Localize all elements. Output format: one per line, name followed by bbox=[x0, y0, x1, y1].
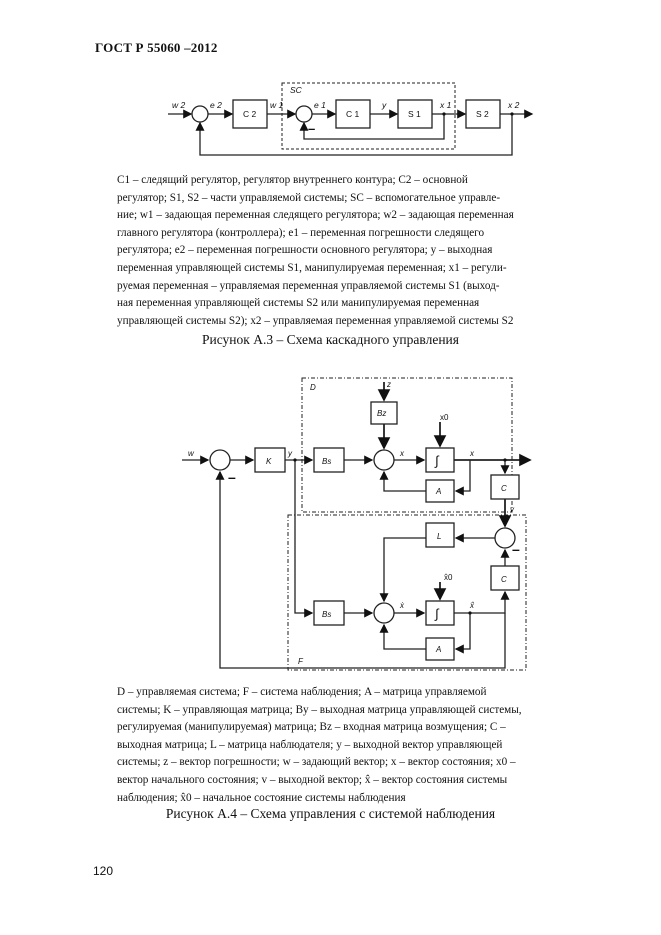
label-a-plant: A bbox=[436, 487, 442, 496]
label-s2: S 2 bbox=[476, 109, 489, 119]
label-y: y bbox=[288, 449, 292, 458]
summing-junction-e2 bbox=[192, 106, 208, 122]
label-c2: C 2 bbox=[243, 109, 257, 119]
legend-line: системы; z – вектор погрешности; w – задающий вектор; x – вектор состояния; x0 – bbox=[117, 756, 516, 769]
label-bz: Bz bbox=[377, 409, 387, 418]
legend-line: регулируемая (манипулируемая) матрица; Bz – входная матрица возмущения; C – bbox=[117, 721, 506, 734]
legend-line: регулятор; S1, S2 – части управляемой системы; SC – вспомогательное управле- bbox=[117, 191, 501, 204]
label-c-plant: C bbox=[501, 484, 507, 493]
label-integral-observer: ∫ bbox=[435, 606, 439, 621]
label-minus: – bbox=[308, 121, 316, 136]
figure-a4-diagram bbox=[0, 370, 661, 680]
label-w: w bbox=[188, 449, 194, 458]
figure-a4-title: Рисунок А.4 – Схема управления с системой наблюдения bbox=[165, 806, 496, 821]
label-x-out: x bbox=[470, 449, 474, 458]
label-a-observer: A bbox=[436, 645, 442, 654]
label-k: K bbox=[266, 457, 272, 466]
label-y: y bbox=[382, 100, 387, 110]
figure-a3-legend bbox=[117, 172, 591, 330]
label-xhat: x̂ bbox=[470, 601, 474, 610]
legend-line: управляющей системы S2); x2 – управляемая переменная управляемой системы S2 bbox=[117, 314, 514, 327]
label-z: z bbox=[387, 380, 391, 389]
legend-line: выходная матрица; L – матрица наблюдателя; y – выходной вектор управляющей bbox=[117, 738, 503, 751]
label-x0hat: x̂0 bbox=[444, 573, 453, 582]
legend-line: ная переменная управляющей системы S2 или манипулируемая переменная bbox=[117, 297, 480, 310]
label-xdothat: ẋ bbox=[400, 601, 404, 610]
legend-line: главного регулятора (контроллера); e1 – переменная погрешности следящего bbox=[117, 226, 485, 239]
label-c1: C 1 bbox=[346, 109, 360, 119]
legend-line: D – управляемая система; F – система наблюдения; A – матрица управляемой bbox=[117, 686, 487, 698]
label-w2: w 2 bbox=[172, 100, 186, 110]
figure-a3-diagram bbox=[0, 75, 661, 170]
label-bs: Bs bbox=[322, 457, 332, 466]
label-x2: x 2 bbox=[508, 100, 520, 110]
label-s1: S 1 bbox=[408, 109, 421, 119]
label-x1: x 1 bbox=[440, 100, 452, 110]
document-header: ГОСТ Р 55060 –2012 bbox=[95, 40, 218, 55]
legend-line: наблюдения; x̂0 – начальное состояние системы наблюдения bbox=[117, 791, 406, 804]
legend-line: регулятора; e2 – переменная погрешности основного регулятора; y – выходная bbox=[117, 244, 493, 257]
label-w1: w 1 bbox=[270, 100, 284, 110]
label-x0: x0 bbox=[440, 413, 449, 422]
summing-junction-input bbox=[210, 450, 230, 470]
block-integrator-plant bbox=[426, 448, 454, 472]
legend-line: системы; K – управляющая матрица; By – выходная матрица управляющей системы, bbox=[117, 703, 522, 716]
d-boundary bbox=[302, 378, 512, 512]
legend-line: C1 – следящий регулятор, регулятор внутреннего контура; C2 – основной bbox=[117, 174, 468, 186]
label-v: v bbox=[510, 505, 514, 514]
label-minus-input: – bbox=[228, 469, 236, 485]
page-number: 120 bbox=[93, 864, 114, 878]
label-e1: e 1 bbox=[314, 100, 326, 110]
legend-line: вектор начального состояния; v – выходной вектор; x̂ – вектор состояния системы bbox=[117, 773, 508, 786]
label-d: D bbox=[310, 383, 316, 392]
label-l: L bbox=[437, 532, 442, 541]
legend-line: руемая переменная – управляемая переменная управляемой системы S1 (выход- bbox=[117, 279, 500, 292]
label-e2: e 2 bbox=[210, 100, 222, 110]
label-c-observer: C bbox=[501, 575, 507, 584]
legend-line: переменная управляющей системы S1, манипулируемая переменная; x1 – регули- bbox=[117, 261, 507, 274]
summing-junction-e1 bbox=[296, 106, 312, 122]
figure-a3-title: Рисунок А.3 – Схема каскадного управления bbox=[202, 332, 459, 347]
summing-junction-plant bbox=[374, 450, 394, 470]
figure-a4-legend bbox=[117, 684, 591, 807]
label-minus-observer: – bbox=[512, 541, 520, 557]
label-sc: SC bbox=[290, 85, 302, 95]
summing-junction-observer bbox=[374, 603, 394, 623]
label-bv: Bs bbox=[322, 610, 332, 619]
legend-line: ние; w1 – задающая переменная следящего регулятора; w2 – задающая переменная bbox=[117, 209, 514, 222]
label-x-sum: x bbox=[400, 449, 404, 458]
label-f: F bbox=[298, 657, 303, 666]
label-integral-plant: ∫ bbox=[435, 453, 439, 468]
block-integrator-observer bbox=[426, 601, 454, 625]
